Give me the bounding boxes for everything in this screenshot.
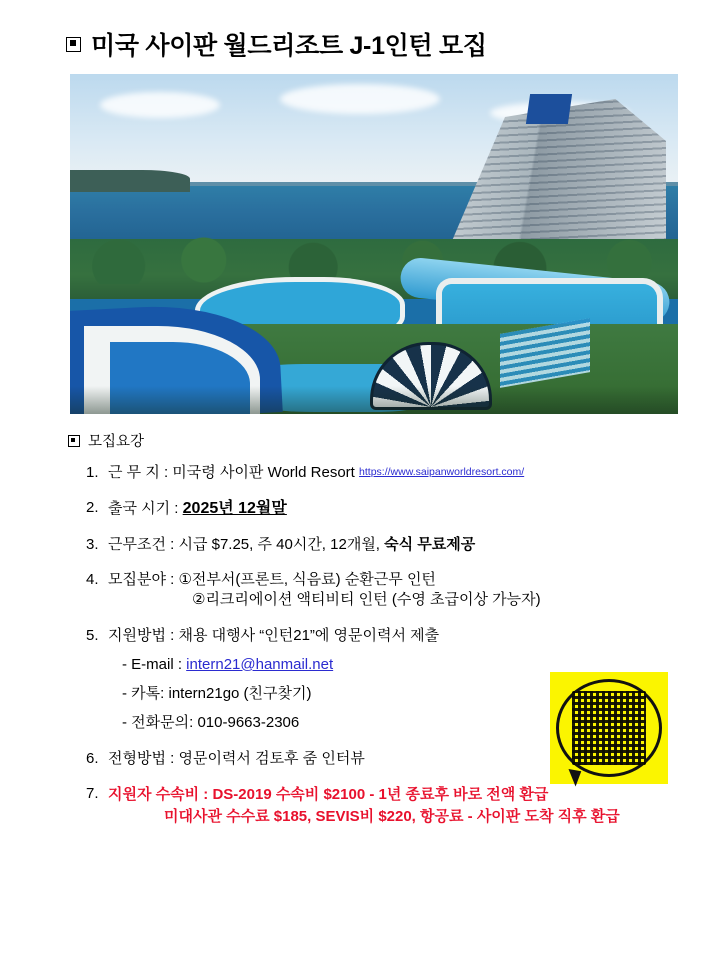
list-item-conditions bbox=[86, 535, 680, 555]
departure-date: 2025년 12월말 bbox=[182, 500, 287, 518]
fee-line-2: 미대사관 수수료 $185, SEVIS비 $220, 항공료 - 사이판 도착 직후 환급 bbox=[164, 807, 620, 825]
qr-code-icon[interactable] bbox=[572, 691, 646, 765]
section-heading-text: 모집요강 bbox=[88, 434, 145, 450]
kakao-qr-panel[interactable] bbox=[550, 672, 668, 784]
square-bullet-icon bbox=[68, 435, 80, 447]
item-label: 근 무 지 : 미국령 사이판 World Resort bbox=[108, 464, 355, 481]
item-label: 모집분야 : ①전부서(프론트, 식음료) 순환근무 인턴 bbox=[108, 571, 436, 589]
item-number: 3. bbox=[86, 535, 99, 553]
item-label: 지원방법 : 채용 대행사 “인턴21”에 영문이력서 제출 bbox=[108, 626, 440, 644]
email-link[interactable]: intern21@hanmail.net bbox=[186, 655, 334, 673]
page-title bbox=[66, 26, 680, 62]
kakao-id: intern21go (친구찾기) bbox=[168, 685, 312, 703]
headland bbox=[70, 170, 190, 192]
item-number: 5. bbox=[86, 626, 99, 644]
item-number: 2. bbox=[86, 499, 99, 517]
item-label: 출국 시기 : bbox=[108, 500, 183, 518]
cloud bbox=[100, 92, 220, 118]
phone-number: 010-9663-2306 bbox=[197, 714, 300, 732]
item-number: 4. bbox=[86, 571, 99, 589]
page-title-text: 미국 사이판 월드리조트 J-1인턴 모집 bbox=[91, 32, 487, 60]
list-item-fees bbox=[86, 784, 680, 828]
contact-email-prefix: - E-mail : bbox=[122, 655, 187, 673]
item-label: 근무조건 : 시급 $7.25, 주 40시간, 12개월, bbox=[108, 535, 385, 553]
foreground-shadow bbox=[70, 386, 678, 414]
item-label: 지원자 수속비 : bbox=[108, 785, 213, 803]
resort-photo bbox=[70, 74, 678, 414]
speech-bubble-icon bbox=[556, 679, 662, 777]
list-item-departure bbox=[86, 498, 680, 520]
square-bullet-icon bbox=[66, 37, 81, 52]
fee-line-1: DS-2019 수속비 $2100 - 1년 종료후 바로 전액 환급 bbox=[212, 785, 549, 803]
item-label: 전형방법 : 영문이력서 검토후 줌 인터뷰 bbox=[108, 749, 365, 767]
item-sub-label: ②리크리에이션 액티비티 인턴 (수영 초급이상 가능자) bbox=[192, 591, 541, 609]
item-number: 1. bbox=[86, 464, 99, 481]
list-item-positions bbox=[86, 570, 680, 611]
list-item-workplace bbox=[86, 463, 680, 483]
conditions-emphasis: 숙식 무료제공 bbox=[384, 535, 476, 553]
contact-kakao-prefix: - 카톡: bbox=[122, 685, 169, 703]
hotel-blue-panel bbox=[526, 94, 572, 124]
item-number: 7. bbox=[86, 784, 99, 802]
item-number: 6. bbox=[86, 749, 99, 767]
contact-phone-prefix: - 전화문의: bbox=[122, 714, 198, 732]
section-heading bbox=[68, 430, 680, 451]
resort-website-link[interactable]: https://www.saipanworldresort.com/ bbox=[359, 466, 525, 478]
cloud bbox=[280, 84, 440, 114]
